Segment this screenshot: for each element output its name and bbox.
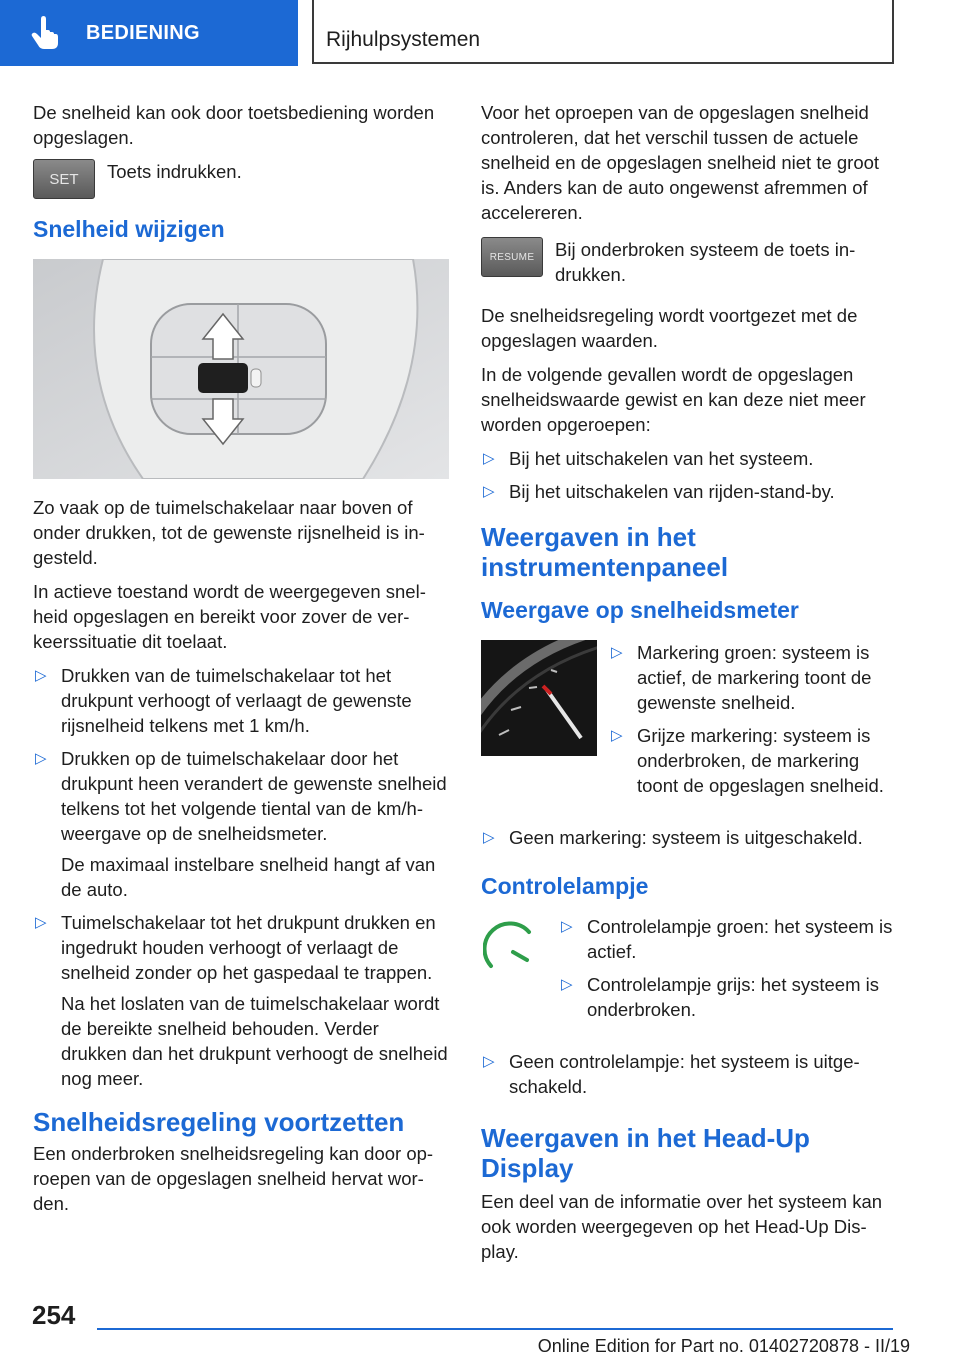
list-item-note: De maximaal instelbare snelheid hangt af van de auto. xyxy=(61,854,436,900)
set-key-label: SET xyxy=(49,170,79,188)
list-item-text: Controlelampje groen: het systeem is actief. xyxy=(587,916,893,962)
list-item xyxy=(481,825,896,850)
right-column xyxy=(481,100,896,1273)
list-item-text: Controlelampje grijs: het systeem is onderbroken. xyxy=(587,974,879,1020)
speed-change-list xyxy=(33,663,449,1091)
heading-voortzetten: Snelheidsregeling voortzetten xyxy=(33,1107,405,1137)
paragraph-head-up-display: Een deel van de informatie over het systeem kan ook worden weergegeven op het Head-Up Display. xyxy=(481,1191,883,1262)
triangle-bullet-icon: ▷ xyxy=(611,727,623,744)
hand-pointer-icon xyxy=(30,13,70,53)
list-item-note: Na het loslaten van de tuimelschakelaar wordt de bereikte snelheid behouden. Verder drukken dan het drukpunt verhoogt de snelheid nog meer. xyxy=(61,993,448,1089)
speedometer-off-list xyxy=(481,825,896,850)
resume-key-row xyxy=(481,237,896,287)
list-item xyxy=(609,640,896,715)
heading-weergaven-instrumentenpaneel: Weergaven in het instrumentenpaneel xyxy=(481,522,729,582)
set-key-text: Toets indrukken. xyxy=(107,161,242,182)
paragraph-gewist: In de volgende gevallen wordt de opgeslagen snelheidswaarde gewist en kan deze niet meer worden opgeroepen: xyxy=(481,364,866,435)
paragraph-voortzetten: Een onderbroken snelheidsregeling kan door oproepen van de opgeslagen snelheid hervat worden. xyxy=(33,1143,434,1214)
speedometer-photo xyxy=(481,640,597,756)
set-key-icon xyxy=(33,159,95,199)
triangle-bullet-icon: ▷ xyxy=(483,450,495,467)
left-column xyxy=(33,100,449,1225)
triangle-bullet-icon: ▷ xyxy=(561,976,573,993)
list-item-text: Bij het uitschakelen van het systeem. xyxy=(509,448,814,469)
list-item-text: Geen markering: systeem is uitgeschakeld. xyxy=(509,827,863,848)
indicator-list xyxy=(559,914,896,1030)
list-item-text: Geen controlelampje: het systeem is uitgeschakeld. xyxy=(509,1051,860,1097)
paragraph-tuimelschakelaar: Zo vaak op de tuimelschakelaar naar boven of onder drukken, tot de gewenste rijsnelheid is ingesteld. xyxy=(33,497,425,568)
steering-wheel-rocker-photo xyxy=(33,259,449,479)
triangle-bullet-icon: ▷ xyxy=(483,483,495,500)
resume-key-icon xyxy=(481,237,543,277)
erase-cases-list xyxy=(481,446,896,504)
list-item xyxy=(481,446,896,471)
chapter-label: BEDIENING xyxy=(86,21,200,44)
list-item-text: Bij het uitschakelen van rijden-stand-by. xyxy=(509,481,835,502)
triangle-bullet-icon: ▷ xyxy=(483,1053,495,1070)
indicator-off-list xyxy=(481,1049,896,1099)
list-item xyxy=(559,914,896,964)
speedometer-indicator-icon xyxy=(483,918,543,978)
list-item xyxy=(33,663,449,738)
list-item xyxy=(33,746,449,902)
heading-controlelampje: Controlelampje xyxy=(481,873,649,899)
list-item-text: Drukken op de tuimelschakelaar door het drukpunt heen verandert de gewenste snelheid telkens tot het volgende tiental van de km/h-weergave op de snelheidsmeter. xyxy=(61,748,447,844)
paragraph-oproepen: Voor het oproepen van de opgeslagen snelheid controleren, dat het verschil tussen de actuele snelheid en de opgeslagen snelheid niet te groot is. Anders kan de auto ongewenst afremmen of accelereren. xyxy=(481,102,880,223)
list-item xyxy=(33,910,449,1091)
footer-edition: Online Edition for Part no. 01402720878 - II/19 xyxy=(537,1336,910,1356)
list-item xyxy=(481,1049,896,1099)
intro-paragraph: De snelheid kan ook door toetsbediening worden opgeslagen. xyxy=(33,102,435,148)
paragraph-actieve-toestand: In actieve toestand wordt de weergegeven snelheid opgeslagen en bereikt voor zover de verkeerssituatie dit toelaat. xyxy=(33,581,426,652)
set-key-row xyxy=(33,159,449,199)
page-number: 254 xyxy=(32,1300,76,1330)
speedometer-list xyxy=(609,640,896,806)
indicator-block xyxy=(481,914,896,1039)
list-item xyxy=(481,479,896,504)
list-item xyxy=(609,723,896,798)
list-item-text: Tuimelschakelaar tot het drukpunt drukken en ingedrukt houden verhoogt of verlaagt de snelheid zonder op het gaspedaal te trappen. xyxy=(61,912,436,983)
list-item-text: Grijze markering: systeem is onderbroken, de markering toont de opgeslagen snelheid. xyxy=(637,725,884,796)
triangle-bullet-icon: ▷ xyxy=(35,667,47,684)
triangle-bullet-icon: ▷ xyxy=(561,918,573,935)
footer-divider xyxy=(97,1328,893,1330)
resume-key-text: Bij onderbroken systeem de toets indrukken. xyxy=(555,239,856,285)
triangle-bullet-icon: ▷ xyxy=(35,914,47,931)
triangle-bullet-icon: ▷ xyxy=(35,750,47,767)
resume-key-label: RESUME xyxy=(489,251,535,263)
paragraph-voortgezet: De snelheidsregeling wordt voortgezet met de opgeslagen waarden. xyxy=(481,305,858,351)
chapter-tab[interactable] xyxy=(0,0,298,66)
speedometer-block xyxy=(481,640,896,815)
list-item-text: Markering groen: systeem is actief, de markering toont de gewenste snelheid. xyxy=(637,642,872,713)
list-item-text: Drukken van de tuimelschakelaar tot het drukpunt verhoogt of verlaagt de gewenste rijsnelheid telkens met 1 km/h. xyxy=(61,665,412,736)
section-header xyxy=(312,0,894,64)
triangle-bullet-icon: ▷ xyxy=(483,829,495,846)
heading-snelheid-wijzigen: Snelheid wijzigen xyxy=(33,216,225,242)
heading-head-up-display: Weergaven in het Head-Up Display xyxy=(481,1123,810,1183)
section-title: Rijhulpsystemen xyxy=(326,28,481,51)
heading-snelheidsmeter: Weergave op snelheidsmeter xyxy=(481,597,799,623)
list-item xyxy=(559,972,896,1022)
triangle-bullet-icon: ▷ xyxy=(611,644,623,661)
